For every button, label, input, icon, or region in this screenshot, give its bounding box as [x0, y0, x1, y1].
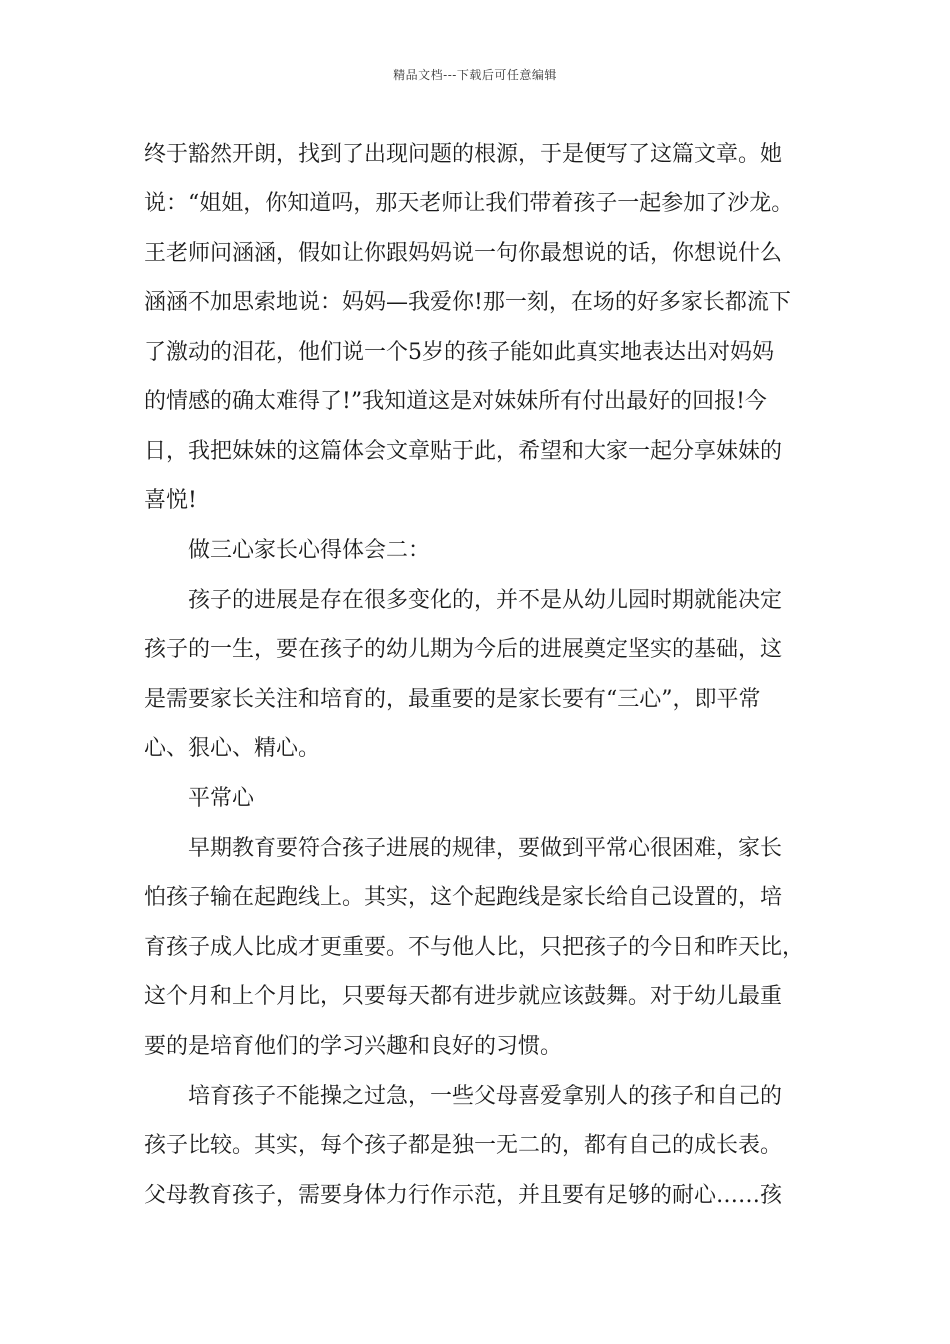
text-line: 培育孩子不能操之过急，一些父母喜爱拿别人的孩子和自己的 [188, 1084, 783, 1109]
page-header: 精品文档---下载后可任意编辑 [393, 68, 557, 82]
text-line: 日，我把妹妹的这篇体会文章贴于此，希望和大家一起分享妹妹的 [144, 439, 783, 464]
text-line: 要的是培育他们的学习兴趣和良好的习惯。 [144, 1034, 563, 1059]
text-line: 孩子的一生，要在孩子的幼儿期为今后的进展奠定坚实的基础，这 [144, 637, 783, 662]
text-line: 育孩子成人比成才更重要。不与他人比，只把孩子的今日和昨天比， [144, 935, 805, 960]
subsection-heading: 平常心 [188, 786, 255, 811]
text-line: 是需要家长关注和培育的，最重要的是家长要有“三心”，即平常 [144, 687, 761, 712]
text-line: 了激动的泪花，他们说一个5岁的孩子能如此真实地表达出对妈妈 [144, 340, 774, 365]
text-line: 喜悦! [144, 488, 197, 513]
text-line: 心、狠心、精心。 [144, 736, 321, 761]
text-line: 怕孩子输在起跑线上。其实，这个起跑线是家长给自己设置的，培 [144, 885, 783, 910]
text-line: 涵涵不加思索地说：妈妈—我爱你!那一刻，在场的好多家长都流下 [144, 290, 791, 315]
text-line: 的情感的确太难得了!”我知道这是对妹妹所有付出最好的回报!今 [144, 389, 767, 414]
text-line: 终于豁然开朗，找到了出现问题的根源，于是便写了这篇文章。她 [144, 142, 783, 167]
section-heading: 做三心家长心得体会二： [188, 538, 431, 563]
text-line: 说：“姐姐，你知道吗，那天老师让我们带着孩子一起参加了沙龙。 [144, 191, 794, 216]
text-line: 早期教育要符合孩子进展的规律，要做到平常心很困难，家长 [188, 836, 783, 861]
text-line: 父母教育孩子，需要身体力行作示范，并且要有足够的耐心……孩 [144, 1183, 783, 1208]
text-line: 孩子比较。其实，每个孩子都是独一无二的，都有自己的成长表。 [144, 1133, 783, 1158]
text-line: 这个月和上个月比，只要每天都有进步就应该鼓舞。对于幼儿最重 [144, 984, 783, 1009]
text-line: 孩子的进展是存在很多变化的，并不是从幼儿园时期就能决定 [188, 588, 783, 613]
text-line: 王老师问涵涵，假如让你跟妈妈说一句你最想说的话，你想说什么 [144, 241, 783, 266]
